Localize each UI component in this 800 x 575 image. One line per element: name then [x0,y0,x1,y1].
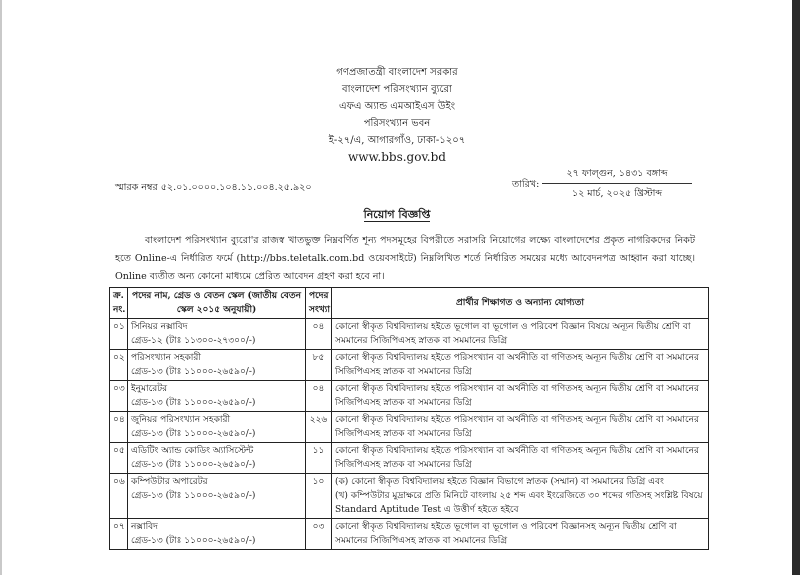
document-page [2,0,792,575]
post-grade: গ্রেড-১৩ (টাঃ ১১০০০-২৬৫৯০/-) [131,536,256,546]
qualification-part-b: (খ) কম্পিউটার মুদ্রাক্ষরে প্রতি মিনিটে বাংলায় ২৫ শব্দ এবং ইংরেজিতে ৩০ শব্দের গতিসহ সংশ্লিষ্ট বিষয়ে Standard Aptitude Test এ উত্তীর্ণ হইতে হইবে [335,491,703,515]
header-address: ই-২৭/এ, আগারগাঁও, ঢাকা-১২০৭ [328,135,466,146]
row-count: ০৪ [306,319,332,350]
post-name: ইনুমারেটর [131,384,168,394]
header-qualification: প্রার্থীর শিক্ষাগত ও অন্যান্য যোগ্যতা [332,288,709,319]
row-post [128,319,306,350]
table-row [110,350,709,381]
header-post-count: পদের সংখ্যা [306,288,332,319]
post-grade: গ্রেড-১৩ (টাঃ ১১০০০-২৬৫৯০/-) [131,491,256,501]
notice-title [2,206,792,225]
row-serial: ০২ [110,350,128,381]
intro-rest: নাগরিকদের নিকট হতে Online-এ নির্ধারিত ফর্মে (http://bbs.teletalk.com.bd ওয়েবসাইটে) নিম্নলিখিত শর্তে নির্ধারিত সময়ের মধ্যে আবেদনপত্র আহ্বান করা যাচ্ছে। Online ব্যতীত অন্য কোনো মাধ্যমে প্রেরিত আবেদন গ্রহণ করা হবে না। [115,235,695,282]
header-building: পরিসংখ্যান ভবন [363,118,431,129]
row-post [128,381,306,412]
row-serial: ০৩ [110,381,128,412]
post-grade: গ্রেড-১৩ (টাঃ ১১০০০-২৬৫৯০/-) [131,367,256,377]
row-qualification: কোনো স্বীকৃত বিশ্ববিদ্যালয় হইতে পরিসংখ্যান বা অর্থনীতি বা গণিতসহ অন্যূন দ্বিতীয় শ্রেণি বা সমমানের সিজিপিএসহ স্নাতক বা সমমানের ডিগ্রি [332,350,709,381]
row-post [128,350,306,381]
row-post [128,443,306,474]
row-qualification: কোনো স্বীকৃত বিশ্ববিদ্যালয় হইতে পরিসংখ্যান বা অর্থনীতি বা গণিতসহ অন্যূন দ্বিতীয় শ্রেণি বা সমমানের সিজিপিএসহ স্নাতক বা সমমানের ডিগ্রি [332,412,709,443]
table-row [110,412,709,443]
table-row [110,519,709,550]
table-row [110,474,709,519]
table-row [110,443,709,474]
letterhead [2,64,792,166]
post-grade: গ্রেড-১৩ (টাঃ ১১০০০-২৬৫৯০/-) [131,460,256,470]
row-count: ১০ [306,474,332,519]
header-bureau: বাংলাদেশ পরিসংখ্যান ব্যুরো [342,84,452,95]
post-name: সিনিয়র নক্সাবিদ [131,322,188,332]
date-label: তারিখ: [512,179,540,190]
viewer-edge [792,0,800,575]
row-post [128,519,306,550]
row-serial: ০৪ [110,412,128,443]
date-bangla: ২৭ ফাল্গুন, ১৪৩১ বঙ্গাব্দ [542,165,692,184]
row-serial: ০১ [110,319,128,350]
row-count: ০৩ [306,519,332,550]
post-name: নক্সাবিদ [131,522,158,532]
post-grade: গ্রেড-১২ (টাঃ ১১৩০০-২৭৩০০/-) [131,336,256,346]
row-qualification: কোনো স্বীকৃত বিশ্ববিদ্যালয় হইতে পরিসংখ্যান বা অর্থনীতি বা গণিতসহ অন্যূন দ্বিতীয় শ্রেণি বা সমমানের সিজিপিএসহ স্নাতক বা সমমানের ডিগ্রি [332,381,709,412]
table-row [110,319,709,350]
row-qualification: কোনো স্বীকৃত বিশ্ববিদ্যালয় হইতে ভূগোল বা ভূগোল ও পরিবেশ বিজ্ঞানসহ অন্যূন দ্বিতীয় শ্রেণি বা সমমানের সিজিপিএসহ স্নাতক বা সমমানের ডিগ্রি [332,519,709,550]
row-qualification [332,474,709,519]
post-grade: গ্রেড-১৩ (টাঃ ১১০০০-২৬৫৯০/-) [131,429,256,439]
row-count: ২২৬ [306,412,332,443]
row-serial: ০৫ [110,443,128,474]
post-grade: গ্রেড-১৩ (টাঃ ১১০০০-২৬৫৯০/-) [131,398,256,408]
row-post [128,412,306,443]
intro-first-line: বাংলাদেশ পরিসংখ্যান ব্যুরো'র রাজস্ব খাতভুক্ত নিম্নবর্ণিত শূন্য পদসমূহের বিপরীতে সরাসরি নিয়োগের লক্ষ্যে বাংলাদেশের প্রকৃত [145,235,625,246]
row-serial: ০৭ [110,519,128,550]
header-government: গণপ্রজাতন্ত্রী বাংলাদেশ সরকার [336,67,458,78]
header-wing: এফএ অ্যান্ড এমআইএস উইং [338,101,456,112]
row-count: ৮৫ [306,350,332,381]
header-post-name: পদের নাম, গ্রেড ও বেতন স্কেল (জাতীয় বেতন স্কেল ২০১৫ অনুযায়ী) [128,288,306,319]
intro-paragraph [115,232,695,286]
vacancy-table [109,287,709,550]
row-count: ০৪ [306,381,332,412]
qualification-part-a: (ক) কোনো স্বীকৃত বিশ্ববিদ্যালয় হইতে বিজ্ঞান বিভাগে স্নাতক (সম্মান) বা সমমানের ডিগ্রি এবং [335,477,664,487]
table-header-row [110,288,709,319]
row-post [128,474,306,519]
memo-number: স্মারক নম্বর ৫২.০১.০০০০.১০৪.১১.০০৪.২৫.৯২০ [115,182,312,193]
post-name: কম্পিউটার অপারেটর [131,477,208,487]
header-serial: ক্র. নং. [110,288,128,319]
date-english: ১২ মার্চ, ২০২৫ খ্রিস্টাব্দ [571,188,663,199]
row-qualification: কোনো স্বীকৃত বিশ্ববিদ্যালয় হইতে পরিসংখ্যান বা অর্থনীতি বা গণিতসহ অন্যূন দ্বিতীয় শ্রেণি বা সমমানের সিজিপিএসহ স্নাতক বা সমমানের ডিগ্রি [332,443,709,474]
row-qualification: কোনো স্বীকৃত বিশ্ববিদ্যালয় হইতে ভূগোল বা ভূগোল ও পরিবেশ বিজ্ঞান বিষয়ে অন্যূন দ্বিতীয় শ্রেণি বা সমমানের সিজিপিএসহ স্নাতক বা সমমানের ডিগ্রি [332,319,709,350]
header-website: www.bbs.gov.bd [348,150,446,164]
post-name: জুনিয়র পরিসংখ্যান সহকারী [131,415,231,425]
table-row [110,381,709,412]
row-count: ১১ [306,443,332,474]
row-serial: ০৬ [110,474,128,519]
date-block [542,165,692,202]
post-name: এডিটিং অ্যান্ড কোডিং অ্যাসিস্টেন্ট [131,446,254,456]
post-name: পরিসংখ্যান সহকারী [131,353,201,363]
notice-title-text: নিয়োগ বিজ্ঞপ্তি [363,208,431,221]
